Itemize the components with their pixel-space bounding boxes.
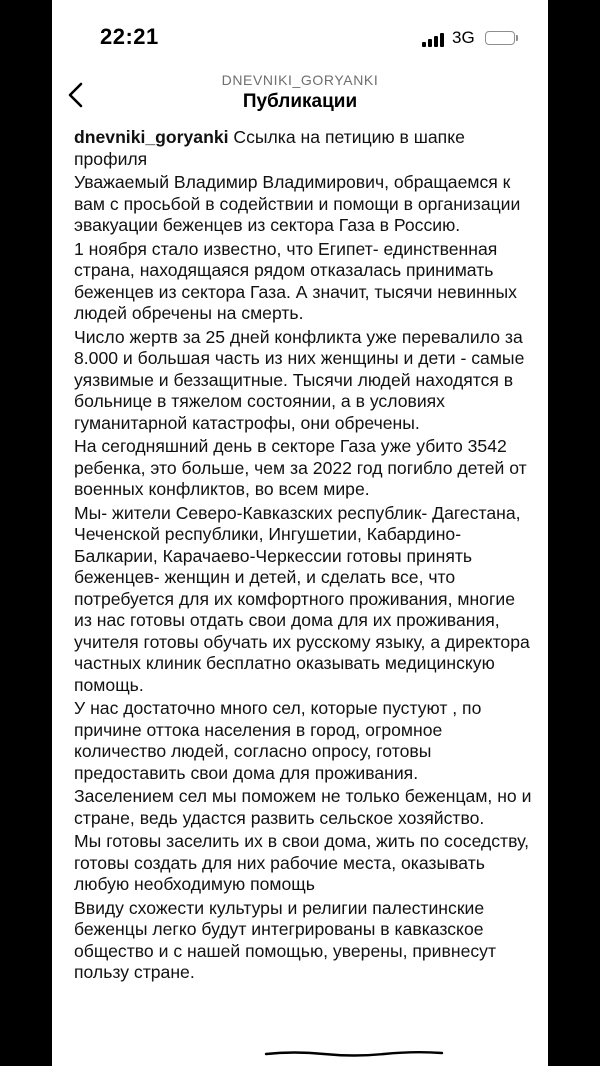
cellular-signal-icon (422, 31, 446, 47)
post-caption (74, 127, 536, 986)
page-title: Публикации (242, 91, 358, 112)
caption-paragraph: Мы готовы заселить их в свои дома, жить по соседству, готовы создать для них рабочие места, оказывать любую необходимую помощь (74, 831, 529, 894)
header-username: DNEVNIKI_GORYANKI (221, 72, 379, 88)
caption-paragraph: Число жертв за 25 дней конфликта уже перевалило за 8.000 и большая часть из них женщины и дети - самые уязвимые и беззащитные. Тысячи людей находятся в больнице в тяжелом состоянии, а в условиях гуманитарной катастрофы, они обречены. (74, 326, 525, 433)
caption-intro: Ссылка на петицию в шапке профиля (74, 127, 465, 169)
status-time: 22:21 (100, 24, 159, 49)
post-author[interactable]: dnevniki_goryanki (74, 127, 229, 147)
header (52, 70, 548, 120)
battery-icon (485, 31, 515, 45)
caption-paragraph: Ввиду схожести культуры и религии палестинские беженцы легко будут интегрированы в кавказское общество и с нашей помощью, уверены, привнесут пользу стране. (74, 897, 497, 982)
caption-first-line (74, 127, 536, 170)
caption-paragraph: У нас достаточно много сел, которые пустуют , по причине оттока населения в город, огромное количество людей, согласно опросу, готовы предоставить свои дома для проживания. (74, 698, 482, 783)
caption-paragraph: Уважаемый Владимир Владимирович, обращаемся к вам с просьбой в содействии и помощи в организации эвакуации беженцев из сектора Газа в Россию. (74, 172, 521, 235)
caption-paragraph: На сегодняшний день в секторе Газа уже убито 3542 ребенка, это больше, чем за 2022 год погибло детей от военных конфликтов, во всем мире. (74, 436, 527, 499)
battery-tip (516, 35, 518, 41)
underline-scribble (264, 1050, 444, 1058)
network-type: 3G (452, 28, 475, 47)
phone-screen (52, 0, 548, 1066)
status-bar (52, 0, 548, 70)
caption-paragraph: Заселением сел мы поможем не только беженцам, но и стране, ведь удастся развить сельское хозяйство. (74, 786, 532, 828)
caption-paragraph: 1 ноября стало известно, что Египет- единственная страна, находящаяся рядом отказалась принимать беженцев из сектора Газа. А значит, тысячи невинных людей обречены на смерть. (74, 238, 517, 323)
caption-paragraph: Мы- жители Северо-Кавказских республик- Дагестана, Чеченской республики, Ингушетии, Кабардино-Балкарии, Карачаево-Черкессии готовы принять беженцев- женщин и детей, и сделать все, что потребуется для их комфортного проживания, многие из нас готовы отдать свои дома для их проживания, учителя готовы обучать их русскому языку, а директора частных клиник бесплатно оказывать медицинскую помощь. (74, 502, 530, 695)
